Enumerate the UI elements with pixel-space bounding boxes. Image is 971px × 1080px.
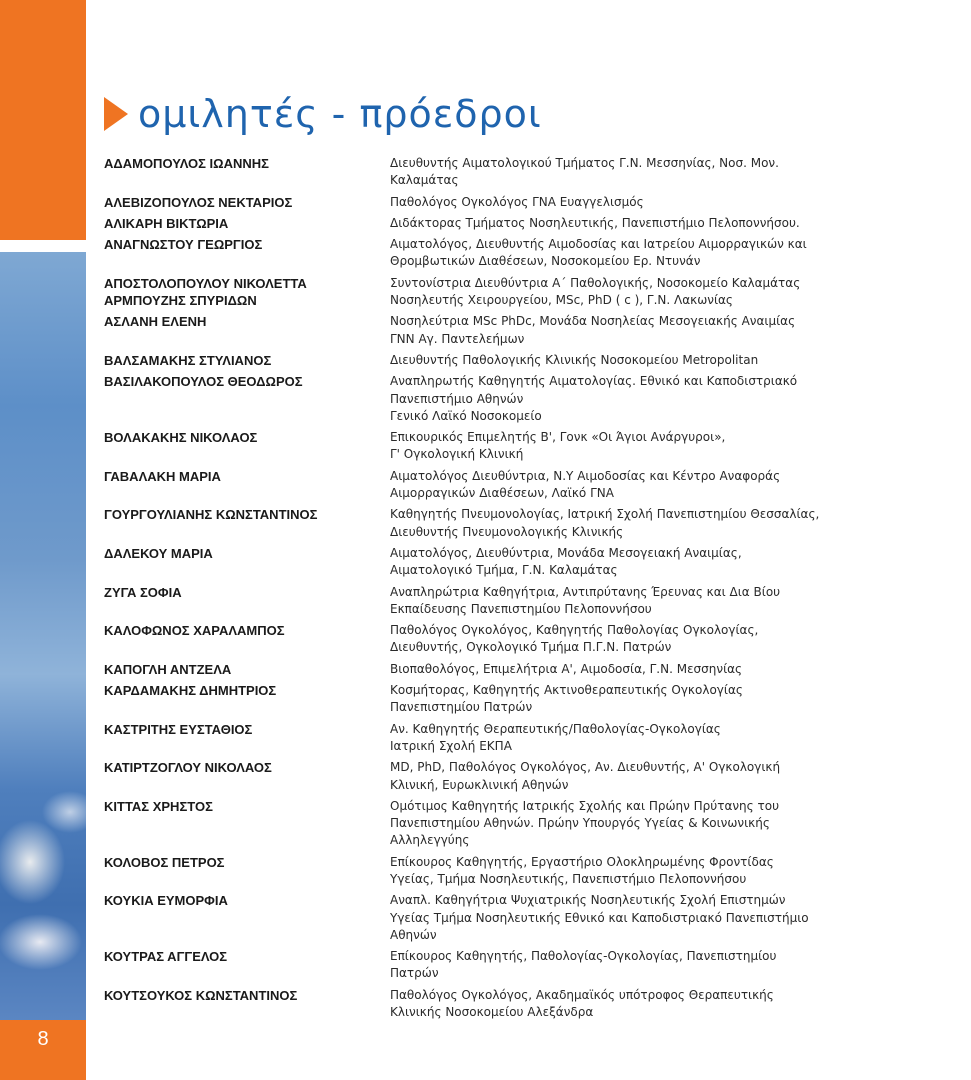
speaker-name: ΑΛΙΚΑΡΗ ΒΙΚΤΩΡΙΑ [104, 215, 229, 231]
speaker-affiliation [390, 892, 924, 944]
speaker-affiliation [390, 948, 924, 983]
affiliation-line: Παθολόγος Ογκολόγος, Καθηγητής Παθολογίας Ογκολογίας, [390, 623, 759, 638]
speaker-list [104, 155, 924, 1021]
affiliation-line: Νοσηλευτής Χειρουργείου, MSc, PhD ( c ), Γ.Ν. Λακωνίας [390, 293, 733, 308]
affiliation-line: Αθηνών [390, 927, 437, 942]
speaker-row [104, 759, 924, 794]
affiliation-line: Αιματολόγος, Διευθύντρια, Μονάδα Μεσογειακή Αναιμίας, [390, 545, 742, 560]
affiliation-line: Υγείας, Τμήμα Νοσηλευτικής, Πανεπιστήμιο Πελοποννήσου [390, 871, 747, 886]
speaker-name: ΚΙΤΤΑΣ ΧΡΗΣΤΟΣ [104, 798, 213, 814]
affiliation-line: Καλαμάτας [390, 173, 459, 188]
speaker-name: ΚΑΛΟΦΩΝΟΣ ΧΑΡΑΛΑΜΠΟΣ [104, 623, 285, 639]
speaker-row [104, 352, 924, 369]
speaker-affiliation [390, 759, 924, 794]
affiliation-line: Διευθυντής Αιματολογικού Τμήματος Γ.Ν. Μεσσηνίας, Νοσ. Μον. [390, 156, 779, 170]
speaker-row [104, 721, 924, 756]
speaker-affiliation [390, 292, 924, 309]
section-heading [104, 92, 542, 136]
affiliation-line: Συντονίστρια Διευθύντρια Α΄ Παθολογικής, Νοσοκομείο Καλαμάτας [390, 275, 801, 290]
affiliation-line: Διδάκτορας Τμήματος Νοσηλευτικής, Πανεπιστήμιο Πελοποννήσου. [390, 215, 800, 230]
affiliation-line: Αναπληρώτρια Καθηγήτρια, Αντιπρύτανης Έρευνας και Δια Βίου [390, 584, 781, 599]
speaker-affiliation [390, 506, 924, 541]
speaker-name: ΚΑΠΟΓΛΗ ΑΝΤΖΕΛΑ [104, 661, 232, 677]
speaker-row [104, 313, 924, 348]
speaker-affiliation [390, 468, 924, 503]
speaker-row [104, 155, 924, 190]
speaker-name: ΚΟΥΤΣΟΥΚΟΣ ΚΩΝΣΤΑΝΤΙΝΟΣ [104, 987, 298, 1003]
affiliation-line: Κλινικής Νοσοκομείου Αλεξάνδρα [390, 1005, 594, 1020]
speaker-name: ΑΔΑΜΟΠΟΥΛΟΣ ΙΩΑΝΝΗΣ [104, 156, 269, 171]
affiliation-line: Αιματολόγος Διευθύντρια, Ν.Υ Αιμοδοσίας και Κέντρο Αναφοράς [390, 468, 781, 483]
affiliation-line: Πανεπιστημίου Πατρών [390, 700, 533, 715]
speaker-row [104, 215, 924, 232]
speaker-name: ΑΠΟΣΤΟΛΟΠΟΥΛΟΥ ΝΙΚΟΛΕΤΤΑ [104, 275, 307, 291]
speaker-row [104, 854, 924, 889]
affiliation-line: Υγείας Τμήμα Νοσηλευτικής Εθνικό και Καποδιστριακό Πανεπιστήμιο [390, 910, 809, 925]
speaker-name: ΚΟΛΟΒΟΣ ΠΕΤΡΟΣ [104, 854, 225, 870]
speaker-row [104, 292, 924, 309]
speaker-row [104, 545, 924, 580]
orange-arrow-icon [104, 97, 128, 131]
speaker-affiliation [390, 275, 924, 292]
affiliation-line: Αναπλ. Καθηγήτρια Ψυχιατρικής Νοσηλευτικής Σχολή Επιστημών [390, 893, 786, 908]
speaker-name: ΚΑΣΤΡΙΤΗΣ ΕΥΣΤΑΘΙΟΣ [104, 721, 253, 737]
affiliation-line: Επίκουρος Καθηγητής, Εργαστήριο Ολοκληρωμένης Φροντίδας [390, 854, 774, 869]
speaker-row [104, 506, 924, 541]
speaker-name: ΒΑΛΣΑΜΑΚΗΣ ΣΤΥΛΙΑΝΟΣ [104, 352, 272, 368]
affiliation-line: Παθολόγος Ογκολόγος, Ακαδημαϊκός υπότροφος Θεραπευτικής [390, 987, 774, 1002]
speaker-row [104, 275, 924, 292]
affiliation-line: ΓΝΝ Αγ. Παντελεήμων [390, 331, 525, 346]
speaker-name: ΚΑΤΙΡΤΖΟΓΛΟΥ ΝΙΚΟΛΑΟΣ [104, 760, 272, 776]
speaker-affiliation [390, 155, 924, 190]
sidebar-painting-image [0, 252, 86, 1020]
speaker-name: ΓΟΥΡΓΟΥΛΙΑΝΗΣ ΚΩΝΣΤΑΝΤΙΝΟΣ [104, 507, 318, 523]
affiliation-line: Πανεπιστημίου Αθηνών. Πρώην Υπουργός Υγείας & Κοινωνικής [390, 816, 770, 831]
speaker-name: ΚΟΥΤΡΑΣ ΑΓΓΕΛΟΣ [104, 949, 228, 965]
affiliation-line: Διευθυντής Πνευμονολογικής Κλινικής [390, 524, 624, 539]
affiliation-line: Νοσηλεύτρια MSc PhDc, Μονάδα Νοσηλείας Μεσογειακής Αναιμίας [390, 314, 796, 329]
affiliation-line: Αιματολογικό Τμήμα, Γ.Ν. Καλαμάτας [390, 563, 618, 578]
affiliation-line: Αν. Καθηγητής Θεραπευτικής/Παθολογίας-Ογκολογίας [390, 721, 721, 736]
affiliation-line: Κοσμήτορας, Καθηγητής Ακτινοθεραπευτικής Ογκολογίας [390, 683, 743, 698]
speaker-name: ΚΟΥΚΙΑ ΕΥΜΟΡΦΙΑ [104, 893, 228, 909]
speaker-name: ΑΝΑΓΝΩΣΤΟΥ ΓΕΩΡΓΙΟΣ [104, 237, 263, 253]
speaker-affiliation [390, 682, 924, 717]
speaker-row [104, 468, 924, 503]
speaker-row [104, 948, 924, 983]
speaker-row [104, 622, 924, 657]
sidebar-gap [0, 240, 86, 252]
speaker-row [104, 892, 924, 944]
speaker-name: ΑΣΛΑΝΗ ΕΛΕΝΗ [104, 314, 207, 330]
speaker-name: ΒΟΛΑΚΑΚΗΣ ΝΙΚΟΛΑΟΣ [104, 430, 258, 446]
speaker-row [104, 236, 924, 271]
speaker-row [104, 682, 924, 717]
page-number: 8 [37, 1028, 49, 1050]
speaker-name: ΒΑΣΙΛΑΚΟΠΟΥΛΟΣ ΘΕΟΔΩΡΟΣ [104, 374, 303, 390]
speaker-affiliation [390, 854, 924, 889]
affiliation-line: Βιοπαθολόγος, Επιμελήτρια Α', Αιμοδοσία, Γ.Ν. Μεσσηνίας [390, 661, 743, 676]
speaker-row [104, 798, 924, 850]
affiliation-line: Αλληλεγγύης [390, 833, 470, 848]
affiliation-line: Κλινική, Ευρωκλινική Αθηνών [390, 777, 569, 792]
speaker-affiliation [390, 352, 924, 369]
speaker-row [104, 373, 924, 425]
affiliation-line: Αναπληρωτής Καθηγητής Αιματολογίας. Εθνικό και Καποδιστριακό [390, 374, 798, 389]
speaker-affiliation [390, 987, 924, 1022]
speaker-row [104, 987, 924, 1022]
affiliation-line: Εκπαίδευσης Πανεπιστημίου Πελοποννήσου [390, 601, 652, 616]
speaker-name: ΚΑΡΔΑΜΑΚΗΣ ΔΗΜΗΤΡΙΟΣ [104, 683, 277, 699]
affiliation-line: Παθολόγος Ογκολόγος ΓΝΑ Ευαγγελισμός [390, 194, 644, 209]
affiliation-line: Αιμορραγικών Διαθέσεων, Λαϊκό ΓΝΑ [390, 486, 614, 501]
speaker-affiliation [390, 215, 924, 232]
speaker-name: ΖΥΓΑ ΣΟΦΙΑ [104, 584, 182, 600]
affiliation-line: Γ' Ογκολογική Κλινική [390, 447, 524, 462]
speaker-row [104, 661, 924, 678]
speaker-affiliation [390, 721, 924, 756]
speaker-affiliation [390, 194, 924, 211]
speaker-affiliation [390, 373, 924, 425]
left-decorative-sidebar [0, 0, 86, 1080]
affiliation-line: Αιματολόγος, Διευθυντής Αιμοδοσίας και Ιατρείου Αιμορραγικών και [390, 237, 807, 252]
affiliation-line: Επικουρικός Επιμελητής Β', Γονκ «Οι Άγιοι Ανάργυροι», [390, 430, 726, 445]
speaker-affiliation [390, 429, 924, 464]
speaker-name: ΑΛΕΒΙΖΟΠΟΥΛΟΣ ΝΕΚΤΑΡΙΟΣ [104, 194, 293, 210]
affiliation-line: Πατρών [390, 966, 439, 981]
affiliation-line: Πανεπιστήμιο Αθηνών [390, 391, 524, 406]
speaker-row [104, 584, 924, 619]
affiliation-line: Διευθυντής, Ογκολογικό Τμήμα Π.Γ.Ν. Πατρών [390, 640, 672, 655]
speaker-affiliation [390, 236, 924, 271]
speaker-affiliation [390, 545, 924, 580]
speaker-row [104, 429, 924, 464]
affiliation-line: Επίκουρος Καθηγητής, Παθολογίας-Ογκολογίας, Πανεπιστημίου [390, 949, 777, 964]
speaker-name: ΓΑΒΑΛΑΚΗ ΜΑΡΙΑ [104, 468, 221, 484]
orange-band-top [0, 0, 86, 240]
affiliation-line: MD, PhD, Παθολόγος Ογκολόγος, Αν. Διευθυντής, Α' Ογκολογική [390, 760, 781, 775]
affiliation-line: Γενικό Λαϊκό Νοσοκομείο [390, 408, 542, 423]
speaker-affiliation [390, 622, 924, 657]
affiliation-line: Καθηγητής Πνευμονολογίας, Ιατρική Σχολή Πανεπιστημίου Θεσσαλίας, [390, 507, 820, 522]
affiliation-line: Ομότιμος Καθηγητής Ιατρικής Σχολής και Πρώην Πρύτανης του [390, 798, 780, 813]
speaker-affiliation [390, 661, 924, 678]
speaker-name: ΔΑΛΕΚΟΥ ΜΑΡΙΑ [104, 545, 213, 561]
speaker-row [104, 194, 924, 211]
speaker-affiliation [390, 584, 924, 619]
affiliation-line: Θρομβωτικών Διαθέσεων, Νοσοκομείου Ερ. Ντυνάν [390, 254, 701, 269]
page-title: ομιλητές - πρόεδροι [138, 92, 542, 136]
affiliation-line: Διευθυντής Παθολογικής Κλινικής Νοσοκομείου Metropolitan [390, 352, 759, 367]
speaker-affiliation [390, 313, 924, 348]
affiliation-line: Ιατρική Σχολή ΕΚΠΑ [390, 738, 512, 753]
speaker-affiliation [390, 798, 924, 850]
speaker-name: ΑΡΜΠΟΥΖΗΣ ΣΠΥΡΙΔΩΝ [104, 293, 257, 309]
